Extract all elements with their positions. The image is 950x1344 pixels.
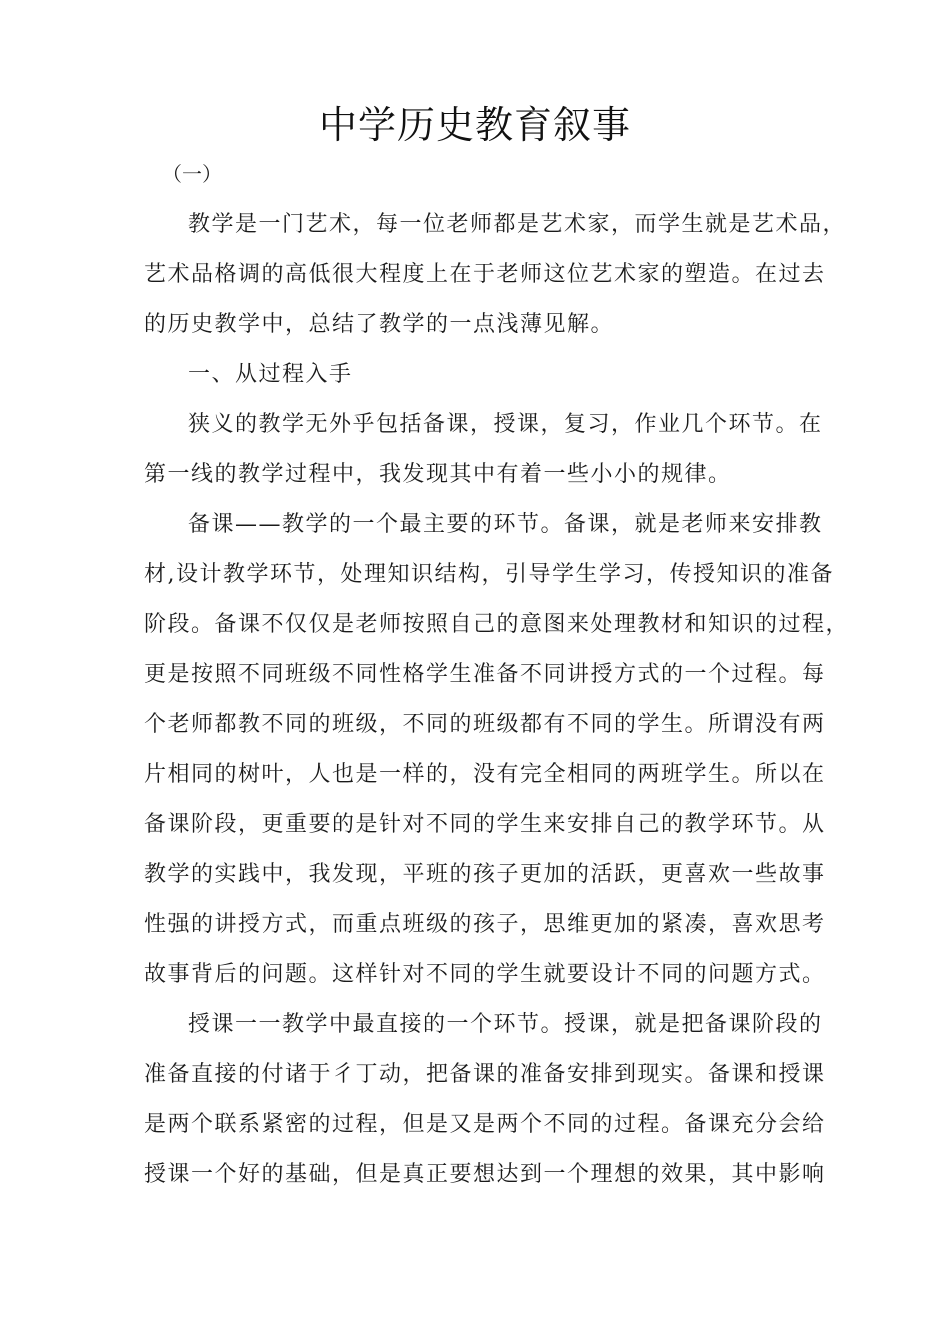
text-line: 材,设计教学环节，处理知识结构，引导学生学习，传授知识的准备 <box>144 562 834 587</box>
text-line: 准备直接的付诸于彳丁动，把备课的准备安排到现实。备课和授课 <box>144 1062 826 1087</box>
text-line: 故事背后的问题。这样针对不同的学生就要设计不同的问题方式。 <box>144 962 826 987</box>
text-line: 阶段。备课不仅仅是老师按照自己的意图来处理教材和知识的过程， <box>144 612 850 637</box>
text-line: 授课一一教学中最直接的一个环节。授课，就是把备课阶段的 <box>188 1012 823 1037</box>
text-line: 艺术品格调的高低很大程度上在于老师这位艺术家的塑造。在过去 <box>144 262 826 287</box>
text-line: 第一线的教学过程中，我发现其中有着一些小小的规律。 <box>144 462 732 487</box>
text-line: 个老师都教不同的班级，不同的班级都有不同的学生。所谓没有两 <box>144 712 826 737</box>
text-line: 教学的实践中，我发现，平班的孩子更加的活跃，更喜欢一些故事 <box>144 862 826 887</box>
text-line: 更是按照不同班级不同性格学生准备不同讲授方式的一个过程。每 <box>144 662 826 687</box>
text-line: 的历史教学中，总结了教学的一点浅薄见解。 <box>144 312 615 337</box>
text-line: 授课一个好的基础，但是真正要想达到一个理想的效果，其中影响 <box>144 1162 826 1187</box>
text-line: 备课——教学的一个最主要的环节。备课，就是老师来安排教 <box>188 512 823 537</box>
text-line: 备课阶段，更重要的是针对不同的学生来安排自己的教学环节。从 <box>144 812 826 837</box>
text-line: 片相同的树叶，人也是一样的，没有完全相同的两班学生。所以在 <box>144 762 826 787</box>
text-line: 狭义的教学无外乎包括备课，授课，复习，作业几个环节。在 <box>188 412 823 437</box>
document-title: 中学历史教育叙事 <box>318 103 631 147</box>
section-mark: （一） <box>162 162 222 186</box>
text-line: 是两个联系紧密的过程，但是又是两个不同的过程。备课充分会给 <box>144 1112 826 1137</box>
section-heading: 一、从过程入手 <box>188 362 353 387</box>
text-line: 教学是一门艺术，每一位老师都是艺术家，而学生就是艺术品， <box>188 212 847 237</box>
text-line: 性强的讲授方式，而重点班级的孩子，思维更加的紧凑，喜欢思考 <box>144 912 826 937</box>
